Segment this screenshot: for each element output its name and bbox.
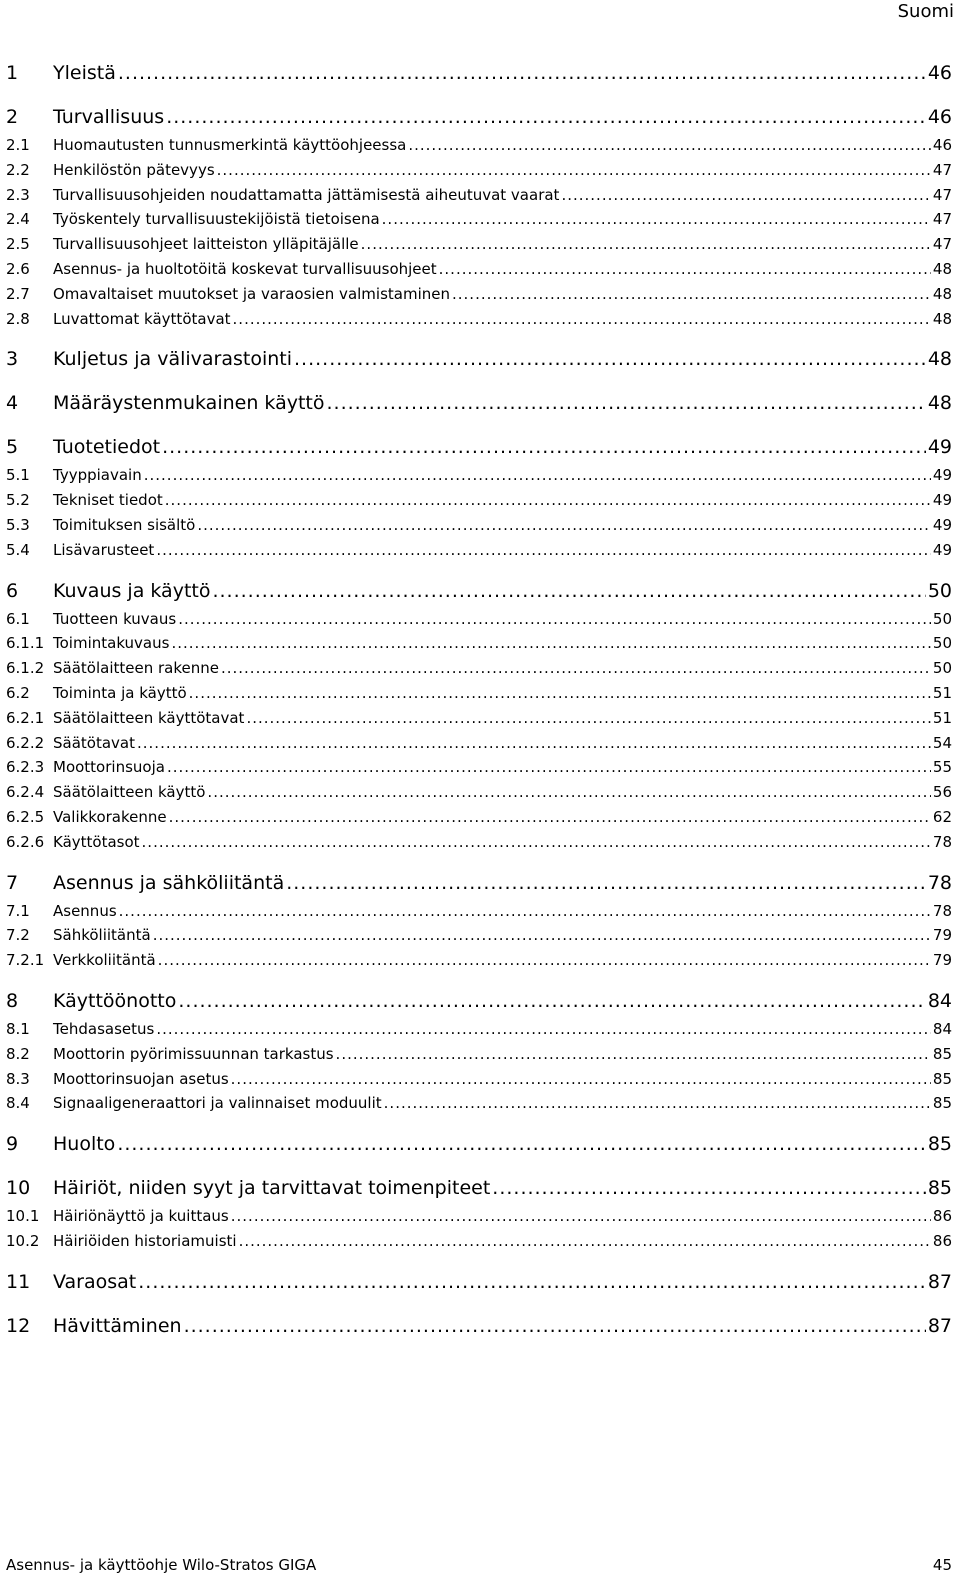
toc-dot-leader bbox=[119, 902, 931, 920]
toc-entry[interactable] bbox=[6, 1094, 952, 1119]
toc-dot-leader bbox=[178, 610, 931, 628]
toc-entry-page: 48 bbox=[927, 392, 952, 415]
toc-entry-title: Henkilöstön pätevyys bbox=[53, 160, 215, 179]
toc-entry-page: 49 bbox=[932, 466, 952, 485]
toc-entry[interactable] bbox=[6, 210, 952, 235]
toc-entry-page: 56 bbox=[932, 783, 952, 802]
toc-entry-page: 84 bbox=[932, 1019, 952, 1038]
toc-entry-number: 12 bbox=[6, 1314, 31, 1337]
toc-entry-title: Verkkoliitäntä bbox=[53, 951, 156, 970]
toc-entry-page: 51 bbox=[932, 708, 952, 727]
toc-entry[interactable] bbox=[6, 1070, 952, 1095]
footer-doc-title: Asennus- ja käyttöohje Wilo-Stratos GIGA bbox=[6, 1556, 317, 1574]
toc-entry[interactable] bbox=[6, 436, 952, 466]
toc-entry[interactable] bbox=[6, 808, 952, 833]
toc-entry-title: Toiminta ja käyttö bbox=[53, 683, 187, 702]
toc-entry-page: 46 bbox=[932, 136, 952, 154]
toc-entry-page: 48 bbox=[932, 284, 952, 303]
toc-entry-title: Tyyppiavain bbox=[53, 466, 142, 485]
toc-entry-page: 79 bbox=[932, 926, 952, 945]
toc-dot-leader bbox=[327, 392, 926, 414]
toc-entry-title: Sähköliitäntä bbox=[53, 926, 151, 945]
toc-entry[interactable] bbox=[6, 466, 952, 491]
toc-dot-leader bbox=[137, 734, 931, 752]
toc-entry-number: 6.2.3 bbox=[6, 758, 45, 777]
toc-entry-title: Säätölaitteen käyttötavat bbox=[53, 708, 245, 727]
toc-dot-leader bbox=[184, 1315, 926, 1337]
toc-dot-leader bbox=[207, 783, 930, 801]
toc-entry-page: 48 bbox=[932, 259, 952, 278]
toc-dot-leader bbox=[197, 516, 931, 534]
toc-entry-number: 6.2 bbox=[6, 683, 30, 702]
toc-entry-number: 6.2.5 bbox=[6, 807, 45, 826]
toc-dot-leader bbox=[561, 186, 930, 204]
language-label: Suomi bbox=[897, 1, 954, 22]
toc-entry[interactable] bbox=[6, 634, 952, 659]
toc-entry[interactable] bbox=[6, 1133, 952, 1163]
toc-entry-title: Säätölaitteen käyttö bbox=[53, 783, 206, 802]
toc-entry-page: 46 bbox=[927, 62, 952, 84]
toc-dot-leader bbox=[165, 491, 931, 509]
toc-entry-title: Valikkorakenne bbox=[53, 807, 167, 826]
toc-dot-leader bbox=[166, 106, 926, 128]
toc-entry-page: 47 bbox=[932, 210, 952, 229]
toc-dot-leader bbox=[169, 808, 931, 826]
toc-entry-title: Hävittäminen bbox=[53, 1314, 182, 1337]
toc-dot-leader bbox=[144, 466, 931, 484]
toc-entry-number: 8.2 bbox=[6, 1044, 30, 1063]
toc-entry-title: Huolto bbox=[53, 1133, 116, 1156]
toc-entry[interactable] bbox=[6, 758, 952, 783]
toc-entry-title: Moottorinsuoja bbox=[53, 758, 165, 777]
toc-entry-title: Tuotetiedot bbox=[53, 436, 161, 459]
toc-dot-leader bbox=[217, 161, 931, 179]
toc-entry-number: 2.5 bbox=[6, 235, 30, 254]
toc-entry-number: 5.3 bbox=[6, 515, 30, 534]
toc-entry-title: Toimituksen sisältö bbox=[53, 515, 196, 534]
toc-entry-title: Asennus bbox=[53, 901, 117, 920]
toc-entry-title: Asennus- ja huoltotöitä koskevat turvallisuusohjeet bbox=[53, 259, 437, 278]
toc-entry[interactable] bbox=[6, 1020, 952, 1045]
toc-entry-title: Tuotteen kuvaus bbox=[53, 609, 177, 628]
toc-entry-number: 4 bbox=[6, 392, 19, 415]
toc-entry[interactable] bbox=[6, 709, 952, 734]
toc-entry[interactable] bbox=[6, 186, 952, 211]
toc-entry-number: 6 bbox=[6, 579, 19, 602]
toc-entry-number: 2.2 bbox=[6, 160, 30, 179]
toc-entry-number: 6.1 bbox=[6, 609, 30, 628]
toc-entry-number: 8.4 bbox=[6, 1094, 30, 1113]
toc-entry-number: 2 bbox=[6, 106, 19, 128]
toc-dot-leader bbox=[382, 210, 931, 228]
toc-entry-number: 7.2.1 bbox=[6, 951, 45, 970]
toc-entry-number: 10 bbox=[6, 1177, 31, 1200]
toc-entry-page: 50 bbox=[932, 659, 952, 678]
toc-entry-page: 85 bbox=[927, 1177, 952, 1200]
toc-entry-page: 50 bbox=[932, 634, 952, 653]
toc-entry[interactable] bbox=[6, 659, 952, 684]
toc-entry-title: Häiriöt, niiden syyt ja tarvittavat toimenpiteet bbox=[53, 1177, 491, 1200]
toc-entry-page: 86 bbox=[932, 1207, 952, 1226]
toc-entry-page: 48 bbox=[932, 309, 952, 328]
toc-entry-title: Moottorin pyörimissuunnan tarkastus bbox=[53, 1044, 334, 1063]
toc-entry-page: 49 bbox=[927, 436, 952, 459]
toc-entry-page: 47 bbox=[932, 160, 952, 179]
toc-entry[interactable] bbox=[6, 260, 952, 285]
toc-dot-leader bbox=[167, 758, 931, 776]
toc-entry-number: 2.3 bbox=[6, 185, 30, 204]
toc-entry-title: Häiriöiden historiamuisti bbox=[53, 1231, 237, 1250]
toc-entry-number: 6.2.4 bbox=[6, 783, 45, 802]
toc-entry-page: 50 bbox=[932, 609, 952, 628]
toc-entry-number: 6.2.1 bbox=[6, 708, 45, 727]
toc-entry-page: 84 bbox=[927, 989, 952, 1012]
toc-entry-number: 8.1 bbox=[6, 1019, 30, 1038]
toc-entry-number: 5.2 bbox=[6, 491, 30, 510]
toc-entry-page: 46 bbox=[927, 106, 952, 128]
toc-dot-leader bbox=[221, 659, 931, 677]
toc-entry-page: 51 bbox=[932, 683, 952, 702]
toc-entry-page: 78 bbox=[932, 832, 952, 851]
toc-entry-number: 2.4 bbox=[6, 210, 30, 229]
toc-entry-number: 3 bbox=[6, 348, 19, 371]
toc-dot-leader bbox=[156, 541, 931, 559]
toc-dot-leader bbox=[158, 951, 931, 969]
toc-entry-number: 8 bbox=[6, 989, 19, 1012]
toc-entry[interactable] bbox=[6, 1045, 952, 1070]
toc-entry-number: 7 bbox=[6, 871, 19, 894]
toc-entry[interactable] bbox=[6, 310, 952, 335]
toc-entry-title: Kuljetus ja välivarastointi bbox=[53, 348, 293, 371]
toc-entry-page: 87 bbox=[927, 1314, 952, 1337]
toc-dot-leader bbox=[117, 1133, 926, 1155]
toc-entry[interactable] bbox=[6, 1207, 952, 1232]
toc-entry[interactable] bbox=[6, 610, 952, 635]
toc-entry-number: 6.1.1 bbox=[6, 634, 45, 653]
toc-entry-title: Työskentely turvallisuustekijöistä tietoisena bbox=[53, 210, 380, 229]
toc-entry-title: Tehdasasetus bbox=[53, 1019, 155, 1038]
toc-entry[interactable] bbox=[6, 1271, 952, 1301]
toc-entry-number: 10.1 bbox=[6, 1207, 40, 1226]
toc-entry-title: Asennus ja sähköliitäntä bbox=[53, 871, 285, 894]
toc-entry-title: Säätötavat bbox=[53, 733, 135, 752]
toc-dot-leader bbox=[384, 1094, 931, 1112]
toc-entry-page: 79 bbox=[932, 951, 952, 970]
toc-entry-page: 49 bbox=[932, 540, 952, 559]
toc-entry[interactable] bbox=[6, 516, 952, 541]
toc-entry-number: 2.8 bbox=[6, 309, 30, 328]
toc-entry-number: 6.1.2 bbox=[6, 659, 45, 678]
toc-dot-leader bbox=[233, 310, 931, 328]
toc-entry-title: Lisävarusteet bbox=[53, 540, 155, 559]
toc-entry-title: Tekniset tiedot bbox=[53, 491, 163, 510]
toc-entry-page: 47 bbox=[932, 185, 952, 204]
footer-page-number: 45 bbox=[932, 1556, 952, 1574]
toc-dot-leader bbox=[246, 709, 930, 727]
toc-entry-number: 1 bbox=[6, 62, 19, 84]
toc-entry-number: 7.2 bbox=[6, 926, 30, 945]
toc-entry-title: Yleistä bbox=[53, 62, 116, 84]
toc-entry[interactable] bbox=[6, 62, 952, 92]
toc-entry[interactable] bbox=[6, 902, 952, 927]
toc-entry-page: 85 bbox=[927, 1133, 952, 1156]
toc-entry-title: Säätölaitteen rakenne bbox=[53, 659, 219, 678]
toc-entry[interactable] bbox=[6, 1315, 952, 1345]
toc-entry-number: 6.2.2 bbox=[6, 733, 45, 752]
toc-entry[interactable] bbox=[6, 235, 952, 260]
toc-dot-leader bbox=[189, 684, 931, 702]
toc-entry-number: 10.2 bbox=[6, 1231, 40, 1250]
toc-entry-title: Turvallisuusohjeiden noudattamatta jättämisestä aiheutuvat vaarat bbox=[53, 185, 560, 204]
toc-dot-leader bbox=[156, 1020, 931, 1038]
toc-entry-page: 62 bbox=[932, 807, 952, 826]
toc-entry[interactable] bbox=[6, 541, 952, 566]
toc-dot-leader bbox=[212, 580, 925, 602]
toc-entry-number: 2.7 bbox=[6, 284, 30, 303]
toc-entry-number: 2.6 bbox=[6, 259, 30, 278]
toc-dot-leader bbox=[336, 1045, 931, 1063]
toc-entry-title: Käyttötasot bbox=[53, 832, 140, 851]
toc-entry[interactable] bbox=[6, 106, 952, 136]
toc-entry[interactable] bbox=[6, 392, 952, 422]
toc-entry-number: 9 bbox=[6, 1133, 19, 1156]
toc-entry-title: Turvallisuus bbox=[53, 106, 165, 128]
toc-entry-title: Kuvaus ja käyttö bbox=[53, 579, 211, 602]
toc-entry[interactable] bbox=[6, 872, 952, 902]
toc-dot-leader bbox=[452, 285, 931, 303]
page-footer bbox=[6, 1556, 952, 1574]
toc-dot-leader bbox=[439, 260, 931, 278]
toc-dot-leader bbox=[361, 235, 931, 253]
toc-entry-page: 85 bbox=[932, 1069, 952, 1088]
toc-entry-page: 49 bbox=[932, 515, 952, 534]
toc-dot-leader bbox=[231, 1070, 931, 1088]
toc-entry[interactable] bbox=[6, 491, 952, 516]
toc-dot-leader bbox=[294, 348, 926, 370]
toc-dot-leader bbox=[408, 136, 931, 154]
toc-entry-number: 2.1 bbox=[6, 136, 30, 154]
toc-entry-number: 8.3 bbox=[6, 1069, 30, 1088]
toc-entry-page: 49 bbox=[932, 491, 952, 510]
toc-entry[interactable] bbox=[6, 833, 952, 858]
toc-entry-title: Signaaligeneraattori ja valinnaiset moduulit bbox=[53, 1094, 382, 1113]
toc-dot-leader bbox=[492, 1177, 926, 1199]
toc-entry-page: 48 bbox=[927, 348, 952, 371]
toc-entry-number: 11 bbox=[6, 1270, 31, 1293]
toc-entry-title: Varaosat bbox=[53, 1270, 137, 1293]
toc-entry[interactable] bbox=[6, 926, 952, 951]
toc-entry-page: 78 bbox=[932, 901, 952, 920]
toc-entry-page: 55 bbox=[932, 758, 952, 777]
toc-dot-leader bbox=[118, 62, 926, 84]
toc-entry[interactable] bbox=[6, 783, 952, 808]
toc-entry-title: Häiriönäyttö ja kuittaus bbox=[53, 1207, 229, 1226]
toc-entry[interactable] bbox=[6, 1232, 952, 1257]
toc-entry[interactable] bbox=[6, 951, 952, 976]
toc-entry[interactable] bbox=[6, 285, 952, 310]
toc-entry-number: 5.4 bbox=[6, 540, 30, 559]
toc-dot-leader bbox=[153, 926, 931, 944]
toc-entry[interactable] bbox=[6, 1177, 952, 1207]
toc-entry[interactable] bbox=[6, 684, 952, 709]
toc-entry-page: 85 bbox=[932, 1094, 952, 1113]
toc-entry-title: Toimintakuvaus bbox=[53, 634, 170, 653]
toc-entry-page: 78 bbox=[927, 871, 952, 894]
toc-entry-title: Käyttöönotto bbox=[53, 989, 177, 1012]
toc-dot-leader bbox=[239, 1232, 931, 1250]
toc-dot-leader bbox=[162, 436, 926, 458]
toc-entry-title: Määräystenmukainen käyttö bbox=[53, 392, 325, 415]
toc-entry-title: Huomautusten tunnusmerkintä käyttöohjeessa bbox=[53, 136, 407, 154]
toc-entry-number: 7.1 bbox=[6, 901, 30, 920]
toc-entry-page: 54 bbox=[932, 733, 952, 752]
toc-entry[interactable] bbox=[6, 580, 952, 610]
toc-entry-number: 6.2.6 bbox=[6, 832, 45, 851]
toc-entry[interactable] bbox=[6, 348, 952, 378]
toc-entry[interactable] bbox=[6, 990, 952, 1020]
toc-dot-leader bbox=[171, 634, 930, 652]
toc-entry-page: 86 bbox=[932, 1231, 952, 1250]
toc-entry-page: 87 bbox=[927, 1270, 952, 1293]
toc-dot-leader bbox=[178, 990, 925, 1012]
table-of-contents bbox=[6, 62, 952, 1345]
toc-entry-title: Omavaltaiset muutokset ja varaosien valmistaminen bbox=[53, 284, 450, 303]
toc-entry[interactable] bbox=[6, 734, 952, 759]
toc-dot-leader bbox=[142, 833, 931, 851]
toc-entry-page: 47 bbox=[932, 235, 952, 254]
toc-entry-title: Luvattomat käyttötavat bbox=[53, 309, 231, 328]
toc-entry-number: 5.1 bbox=[6, 466, 30, 485]
toc-entry[interactable] bbox=[6, 161, 952, 186]
toc-dot-leader bbox=[286, 872, 926, 894]
toc-entry-page: 50 bbox=[927, 579, 952, 602]
toc-entry-title: Moottorinsuojan asetus bbox=[53, 1069, 229, 1088]
toc-entry-number: 5 bbox=[6, 436, 19, 459]
toc-dot-leader bbox=[231, 1207, 931, 1225]
toc-dot-leader bbox=[138, 1271, 926, 1293]
toc-entry[interactable] bbox=[6, 136, 952, 161]
toc-entry-page: 85 bbox=[932, 1044, 952, 1063]
toc-entry-title: Turvallisuusohjeet laitteiston ylläpitäjälle bbox=[53, 235, 359, 254]
